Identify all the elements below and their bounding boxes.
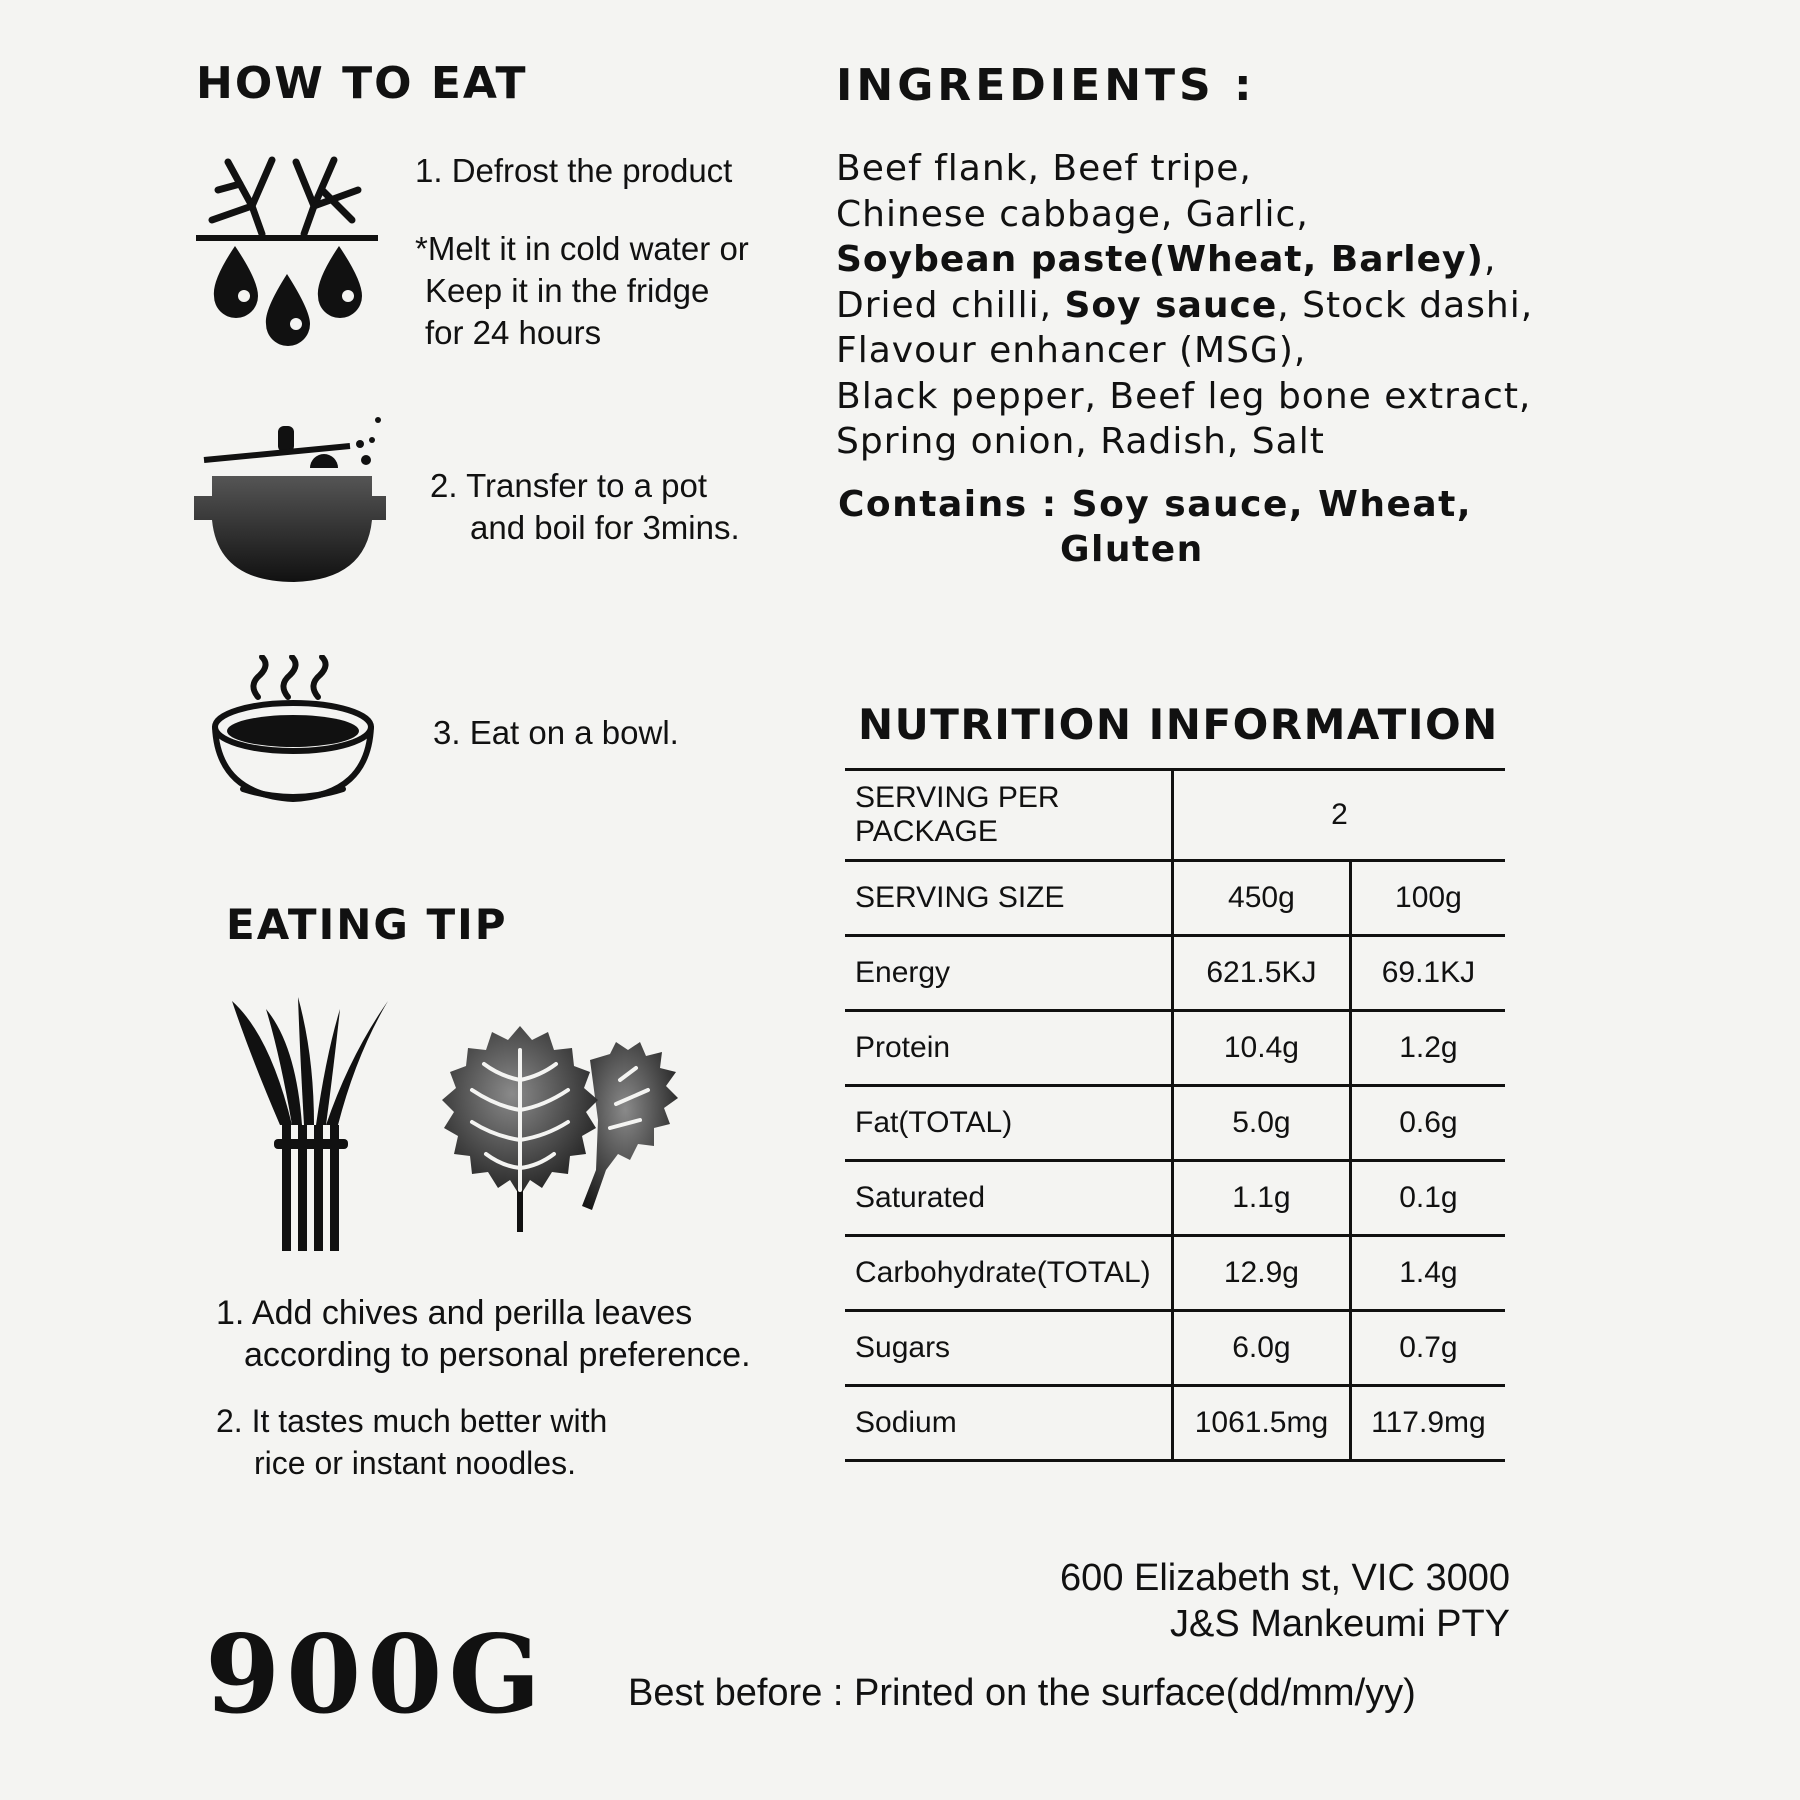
chives-icon xyxy=(230,995,390,1253)
table-row xyxy=(845,1011,1505,1086)
ingredients-line: Beef flank, Beef tripe, xyxy=(836,148,1252,189)
table-cell-value: 10.4g xyxy=(1173,1011,1351,1086)
table-cell-value: 12.9g xyxy=(1173,1236,1351,1311)
allergen-statement xyxy=(838,482,1472,572)
table-cell-value: 100g xyxy=(1350,861,1505,936)
table-cell-label xyxy=(845,770,1173,861)
ingredients-line: Chinese cabbage, Garlic, xyxy=(836,193,1309,235)
thaw-icon xyxy=(192,150,382,350)
table-cell-value: 1.1g xyxy=(1173,1161,1351,1236)
table-cell-value: 69.1KJ xyxy=(1350,936,1505,1011)
table-row xyxy=(845,861,1505,936)
best-before: Best before : Printed on the surface(dd/mm/yy) xyxy=(628,1672,1416,1714)
ingredients-text: Dried chilli, xyxy=(836,284,1065,326)
ingredients-text: , xyxy=(1483,239,1497,280)
allergen-line: Gluten xyxy=(1060,529,1204,570)
company-info xyxy=(1060,1555,1510,1647)
table-row xyxy=(845,1161,1505,1236)
table-cell-label: Protein xyxy=(845,1011,1173,1086)
eating-tip-1 xyxy=(216,1292,751,1376)
step2-text xyxy=(430,465,740,549)
step1-note-line: for 24 hours xyxy=(425,314,602,351)
allergen-text: Soybean paste(Wheat, Barley) xyxy=(836,239,1484,280)
company-name: J&S Mankeumi PTY xyxy=(1170,1603,1510,1645)
allergen-text: Soy sauce xyxy=(1064,284,1278,326)
table-cell-label: Saturated xyxy=(845,1161,1173,1236)
table-cell-label: Energy xyxy=(845,936,1173,1011)
bowl-icon xyxy=(208,655,378,810)
table-cell-label: SERVING SIZE xyxy=(845,861,1173,936)
table-cell-label: Carbohydrate(TOTAL) xyxy=(845,1236,1173,1311)
ingredients-text: , Stock dashi, xyxy=(1277,284,1534,326)
table-cell-label: Sodium xyxy=(845,1386,1173,1461)
ingredients-line: Black pepper, Beef leg bone extract, xyxy=(836,375,1532,417)
table-row xyxy=(845,770,1505,861)
eating-tip-2 xyxy=(216,1400,607,1484)
table-cell-label: Sugars xyxy=(845,1311,1173,1386)
table-cell-value: 1.2g xyxy=(1350,1011,1505,1086)
table-row xyxy=(845,1086,1505,1161)
address: 600 Elizabeth st, VIC 3000 xyxy=(1060,1557,1510,1599)
table-cell-value: 5.0g xyxy=(1173,1086,1351,1161)
eating-tip-title: EATING TIP xyxy=(226,900,508,949)
table-cell-value: 0.7g xyxy=(1350,1311,1505,1386)
allergen-line: Contains : Soy sauce, Wheat, xyxy=(838,484,1473,525)
table-cell-value: 450g xyxy=(1173,861,1351,936)
net-weight: 900G xyxy=(205,1612,547,1738)
label-line: SERVING PER xyxy=(855,781,1060,814)
ingredients-line xyxy=(836,237,1533,283)
step1-note-line: Keep it in the fridge xyxy=(425,272,710,309)
step3-text: 3. Eat on a bowl. xyxy=(433,714,679,751)
step1-note-line: *Melt it in cold water or xyxy=(415,230,749,267)
tip-line: 1. Add chives and perilla leaves xyxy=(216,1294,693,1332)
pot-icon xyxy=(190,410,390,590)
how-to-eat-title: HOW TO EAT xyxy=(196,58,528,109)
table-cell-value: 2 xyxy=(1173,770,1506,861)
step2-line: 2. Transfer to a pot xyxy=(430,467,707,504)
table-cell-value: 0.1g xyxy=(1350,1161,1505,1236)
table-row xyxy=(845,1311,1505,1386)
table-cell-value: 117.9mg xyxy=(1350,1386,1505,1461)
perilla-leaf-icon xyxy=(420,1020,682,1245)
table-cell-value: 0.6g xyxy=(1350,1086,1505,1161)
tip-line: 2. It tastes much better with xyxy=(216,1403,608,1439)
ingredients-line xyxy=(836,283,1533,329)
table-cell-value: 621.5KJ xyxy=(1173,936,1351,1011)
table-row xyxy=(845,1236,1505,1311)
step1-note xyxy=(415,228,749,354)
tip-line: rice or instant noodles. xyxy=(254,1445,576,1481)
table-row xyxy=(845,1386,1505,1461)
table-row xyxy=(845,936,1505,1011)
nutrition-table xyxy=(845,768,1505,1462)
table-cell-value: 6.0g xyxy=(1173,1311,1351,1386)
table-cell-label: Fat(TOTAL) xyxy=(845,1086,1173,1161)
label-line: PACKAGE xyxy=(855,815,998,848)
table-cell-value: 1061.5mg xyxy=(1173,1386,1351,1461)
ingredients-title: INGREDIENTS : xyxy=(836,60,1256,111)
ingredients-line: Spring onion, Radish, Salt xyxy=(836,421,1325,462)
step1-text: 1. Defrost the product xyxy=(415,152,733,189)
tip-line: according to personal preference. xyxy=(244,1336,751,1374)
ingredients-line: Flavour enhancer (MSG), xyxy=(836,330,1307,371)
nutrition-title: NUTRITION INFORMATION xyxy=(858,700,1499,749)
table-cell-value: 1.4g xyxy=(1350,1236,1505,1311)
ingredients-list xyxy=(836,146,1533,465)
step2-line: and boil for 3mins. xyxy=(470,509,740,546)
